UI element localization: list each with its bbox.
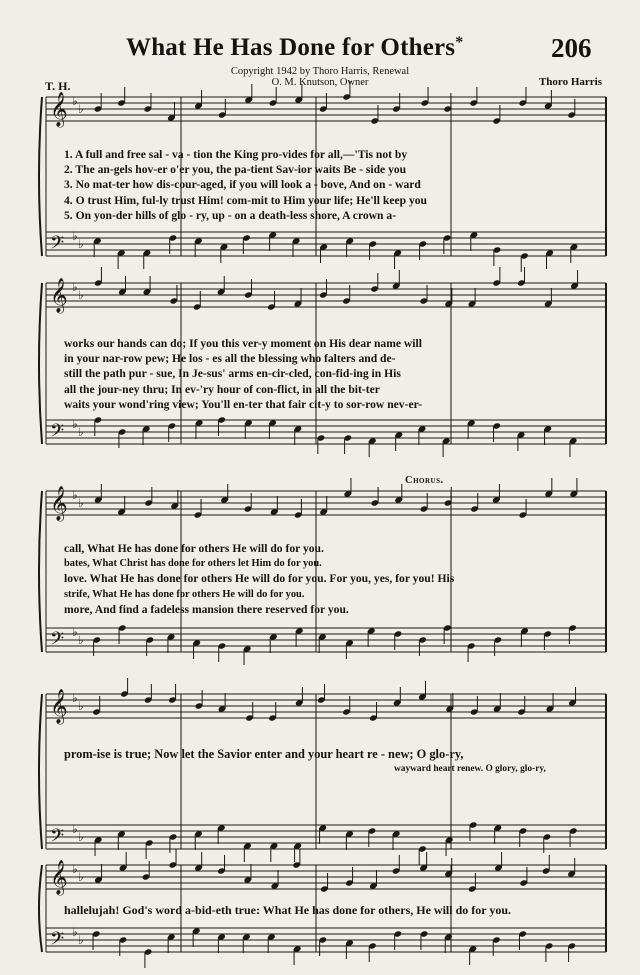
staff	[46, 678, 606, 725]
staff	[46, 849, 606, 896]
flat-icon: ♭	[78, 237, 84, 251]
verse-line: love. What He has done for others He will do for you. For you, yes, for you! His	[64, 572, 455, 586]
verse-line: more, And find a fadeless mansion there reserved for you.	[64, 602, 349, 616]
bass-clef-icon: 𝄢	[50, 826, 65, 851]
treble-clef-icon: 𝄞	[50, 278, 68, 313]
system-brace	[39, 283, 42, 444]
staff	[46, 624, 606, 665]
verse-line: works our hands can do; If you this ver-y moment on His dear name will	[64, 337, 422, 350]
flat-icon: ♭	[78, 288, 84, 302]
verse-line: 4. O trust Him, ful-ly trust Him! com-mit to Him your life; He'll keep you	[64, 193, 428, 207]
alt-lyric-line: wayward heart renew. O glory, glo-ry,	[394, 764, 546, 775]
verse-line: 1. A full and free sal - va - tion the King pro-vides for all,—'Tis not by	[64, 148, 408, 161]
verse-line: 5. On yon-der hills of glo - ry, up - on a death-less shore, A crown a-	[64, 208, 397, 222]
staff	[46, 416, 606, 457]
verse-line: strife, What He has done for others He will do for you.	[64, 588, 305, 600]
music-credit: Thoro Harris	[538, 76, 602, 88]
flat-icon: ♭	[78, 633, 84, 647]
flat-icon: ♭	[78, 496, 84, 510]
system-2-verses	[64, 336, 609, 412]
copyright-line-2: O. M. Knutson, Owner	[271, 77, 369, 88]
flat-icon: ♭	[78, 870, 84, 884]
hymn-title: What He Has Done for Others*	[126, 34, 464, 61]
treble-clef-icon: 𝄞	[50, 486, 68, 521]
verse-line: 3. No mat-ter how dis-cour-aged, if you will look a - bove, And on - ward	[64, 178, 421, 192]
lyric-line: hallelujah! God's word a-bid-eth true: What He has done for others, He will do for you.	[64, 903, 512, 917]
verse-line: all the jour-ney thru; In ev-'ry hour of con-flict, in all the bit-ter	[64, 382, 380, 396]
flat-icon: ♭	[72, 925, 78, 939]
verse-line: 2. The an-gels hov-er o'er you, the pa-tient Sav-ior waits Be - side you	[64, 163, 407, 177]
staff	[46, 821, 606, 865]
verse-line: bates, What Christ has done for others let Him do for you.	[64, 558, 322, 570]
treble-clef-icon: 𝄞	[50, 860, 68, 895]
copyright-line-1: Copyright 1942 by Thoro Harris, Renewal	[230, 66, 410, 77]
flat-icon: ♭	[78, 425, 84, 439]
lyric-line: prom-ise is true; Now let the Savior enter and your heart re - new; O glo-ry,	[64, 747, 464, 761]
flat-icon: ♭	[72, 862, 78, 876]
bass-clef-icon: 𝄢	[50, 421, 65, 446]
system-brace	[39, 97, 42, 256]
system-1-verses	[64, 147, 609, 223]
verse-line: still the path pur - sue, In Je-sus' arms en-cir-cled, con-fid-ing in His	[64, 367, 401, 381]
staff	[46, 81, 606, 128]
flat-icon: ♭	[78, 933, 84, 947]
hymn-number: 206	[551, 33, 592, 63]
bass-clef-icon: 𝄢	[50, 929, 65, 954]
treble-clef-icon: 𝄞	[50, 689, 68, 724]
bass-clef-icon: 𝄢	[50, 233, 65, 258]
verse-line: in your nar-row pew; He los - es all the blessing who falters and de-	[64, 352, 396, 366]
bass-clef-icon: 𝄢	[50, 629, 65, 654]
flat-icon: ♭	[72, 691, 78, 705]
flat-icon: ♭	[72, 488, 78, 502]
title-footnote-mark: *	[455, 34, 464, 51]
staff	[46, 267, 606, 314]
flat-icon: ♭	[72, 229, 78, 243]
flat-icon: ♭	[72, 94, 78, 108]
staff	[46, 925, 606, 968]
flat-icon: ♭	[72, 822, 78, 836]
flat-icon: ♭	[72, 417, 78, 431]
staff	[46, 478, 606, 522]
flat-icon: ♭	[78, 830, 84, 844]
system-brace	[39, 694, 42, 849]
system-3-verses	[64, 541, 609, 617]
verse-line: call, What He has done for others He will do for you.	[64, 542, 324, 555]
system-5-lyrics	[64, 903, 609, 918]
flat-icon: ♭	[72, 625, 78, 639]
words-credit: T. H.	[45, 79, 71, 93]
flat-icon: ♭	[78, 699, 84, 713]
system-brace	[39, 865, 42, 952]
system-brace	[39, 491, 42, 652]
flat-icon: ♭	[72, 280, 78, 294]
verse-line: waits your wond'ring view; You'll en-ter that fair cit-y to sor-row nev-er-	[64, 397, 423, 411]
flat-icon: ♭	[78, 102, 84, 116]
treble-clef-icon: 𝄞	[50, 92, 68, 127]
staff	[46, 229, 606, 272]
chorus-label: Chorus.	[405, 475, 444, 486]
system-4-lyrics	[64, 747, 609, 777]
